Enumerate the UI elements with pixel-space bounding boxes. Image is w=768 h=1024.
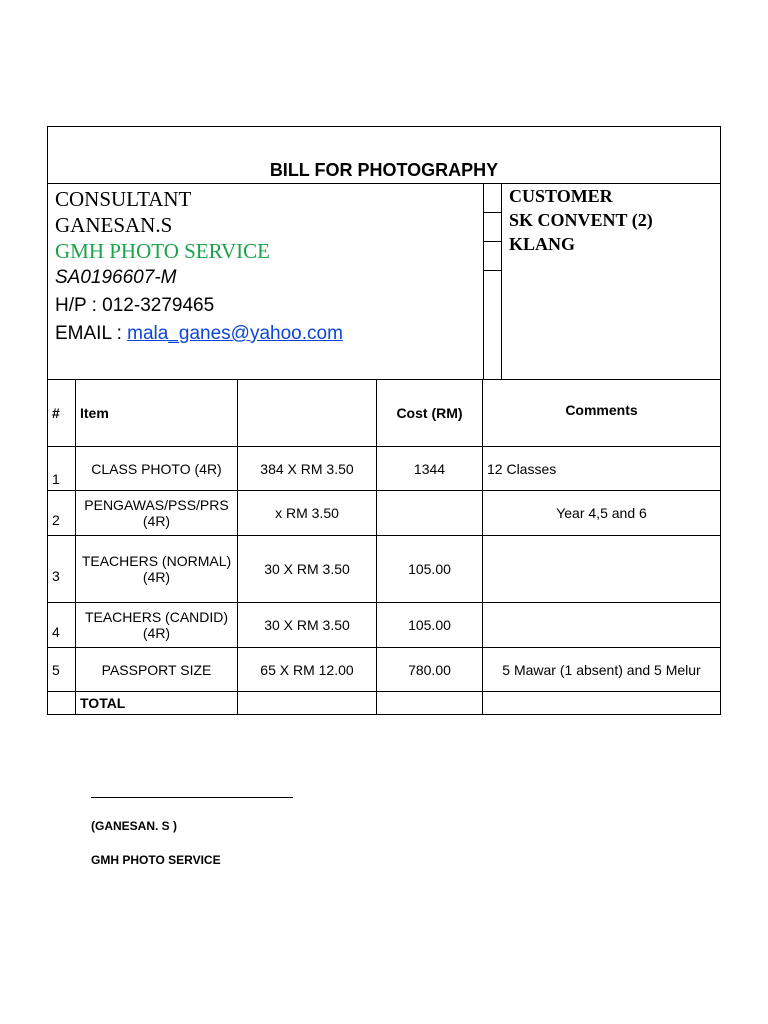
email-link[interactable]: mala_ganes@yahoo.com — [127, 323, 343, 344]
total-label: TOTAL — [76, 692, 238, 715]
registration-number: SA0196607-M — [55, 267, 177, 288]
header-num: # — [48, 380, 76, 447]
customer-name: SK CONVENT (2) — [509, 210, 653, 230]
header-item: Item — [76, 380, 238, 447]
customer-location: KLANG — [509, 234, 576, 254]
row-num: 1 — [48, 447, 76, 491]
row-item: TEACHERS (NORMAL) (4R) — [76, 536, 238, 603]
row-qty: 30 X RM 3.50 — [238, 536, 377, 603]
consultant-name: GANESAN.S — [55, 213, 173, 237]
header-cost: Cost (RM) — [377, 380, 483, 447]
row-item: PASSPORT SIZE — [76, 648, 238, 692]
row-cost: 1344 — [377, 447, 483, 491]
row-qty: 65 X RM 12.00 — [238, 648, 377, 692]
table-header-row — [48, 380, 721, 447]
row-cost: 780.00 — [377, 648, 483, 692]
customer-block — [502, 184, 720, 379]
signature-company: GMH PHOTO SERVICE — [91, 853, 221, 867]
total-comments-cell — [483, 692, 721, 715]
consultant-company: GMH PHOTO SERVICE — [55, 239, 270, 263]
row-cost — [377, 491, 483, 536]
bill-sheet — [47, 126, 721, 715]
row-item: PENGAWAS/PSS/PRS (4R) — [76, 491, 238, 536]
row-qty: x RM 3.50 — [238, 491, 377, 536]
row-comments: Year 4,5 and 6 — [483, 491, 721, 536]
consultant-heading: CONSULTANT — [55, 187, 192, 211]
row-num: 3 — [48, 536, 76, 603]
table-row — [48, 603, 721, 648]
row-num: 4 — [48, 603, 76, 648]
row-qty: 30 X RM 3.50 — [238, 603, 377, 648]
signature-line — [91, 797, 293, 798]
divider-column — [484, 184, 502, 379]
total-qty-cell — [238, 692, 377, 715]
table-row — [48, 491, 721, 536]
email-label: EMAIL : — [55, 323, 128, 344]
email-line — [55, 320, 483, 348]
divider-cell — [484, 184, 501, 213]
divider-cell — [484, 242, 501, 271]
table-row — [48, 648, 721, 692]
header-qty — [238, 380, 377, 447]
row-comments — [483, 603, 721, 648]
header-comments: Comments — [483, 380, 721, 447]
signature-name: (GANESAN. S ) — [91, 819, 178, 833]
row-qty: 384 X RM 3.50 — [238, 447, 377, 491]
customer-heading: CUSTOMER — [509, 186, 613, 206]
table-row — [48, 536, 721, 603]
row-num: 2 — [48, 491, 76, 536]
title-row — [47, 126, 721, 184]
row-comments: 12 Classes — [483, 447, 721, 491]
info-row — [47, 184, 721, 379]
table-row — [48, 447, 721, 491]
row-cost: 105.00 — [377, 603, 483, 648]
phone-number: H/P : 012-3279465 — [55, 295, 215, 316]
row-comments — [483, 536, 721, 603]
total-row — [48, 692, 721, 715]
row-comments: 5 Mawar (1 absent) and 5 Melur — [483, 648, 721, 692]
row-cost: 105.00 — [377, 536, 483, 603]
divider-cell — [484, 213, 501, 242]
total-num-cell — [48, 692, 76, 715]
bill-table — [47, 379, 721, 715]
consultant-block — [48, 184, 484, 379]
row-num: 5 — [48, 648, 76, 692]
row-item: TEACHERS (CANDID) (4R) — [76, 603, 238, 648]
total-cost-cell — [377, 692, 483, 715]
page-title: BILL FOR PHOTOGRAPHY — [269, 160, 499, 180]
row-item: CLASS PHOTO (4R) — [76, 447, 238, 491]
